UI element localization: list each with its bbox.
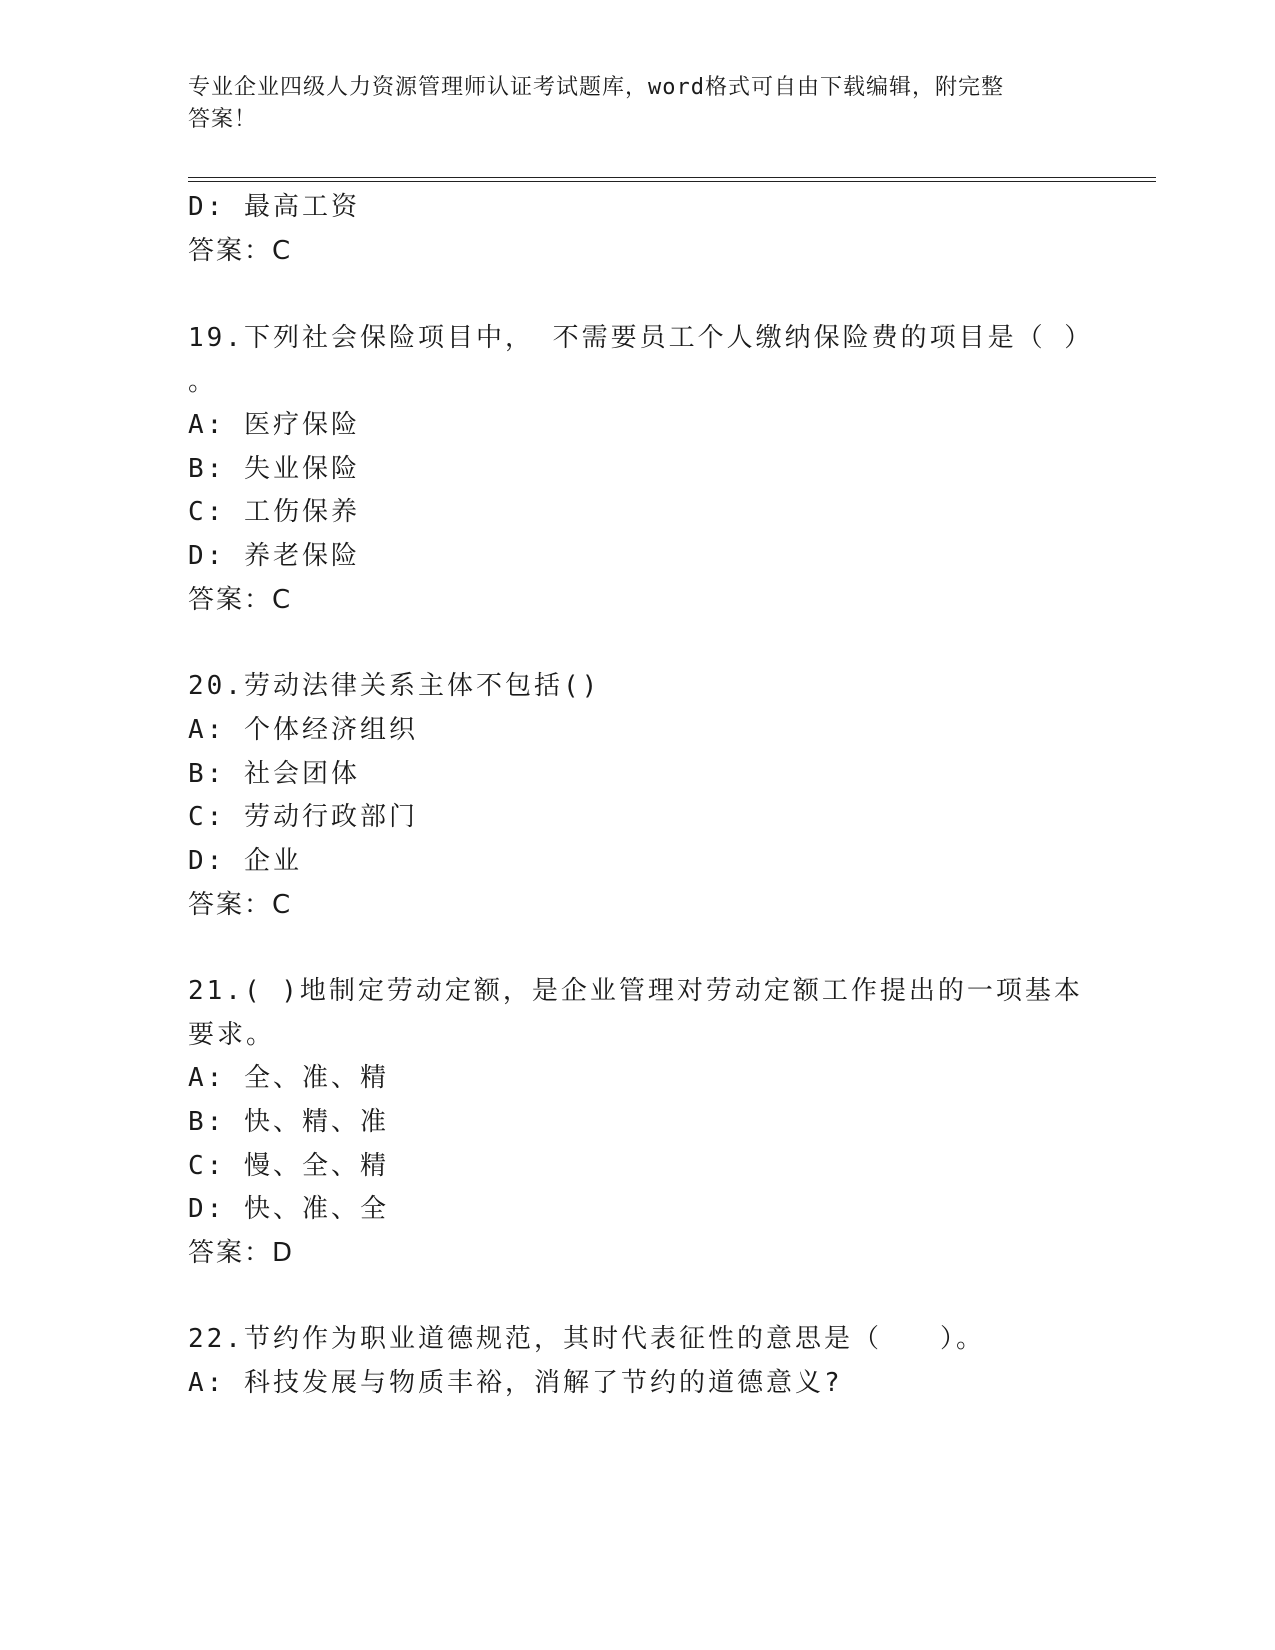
header-line-2: 答案！ — [188, 107, 258, 132]
q20-option-d: D: 企业 — [188, 846, 302, 876]
q22-stem: 22.节约作为职业道德规范，其时代表征性的意思是（ ）。 — [188, 1324, 985, 1354]
q19-option-d: D: 养老保险 — [188, 541, 360, 571]
q19-stem-line-2: 。 — [188, 367, 218, 397]
q21-option-d: D: 快、准、全 — [188, 1194, 389, 1224]
q19-option-c: C: 工伤保养 — [188, 497, 360, 527]
q19-option-a: A: 医疗保险 — [188, 410, 360, 440]
q21-option-c: C: 慢、全、精 — [188, 1151, 389, 1181]
q20-option-a: A: 个体经济组织 — [188, 715, 418, 745]
q21-option-a: A: 全、准、精 — [188, 1063, 389, 1093]
document-header — [188, 72, 1088, 136]
q20-option-c: C: 劳动行政部门 — [188, 802, 418, 832]
q21-answer: 答案：D — [188, 1238, 295, 1268]
q20-answer: 答案：C — [188, 890, 293, 920]
q21-option-b: B: 快、精、准 — [188, 1107, 389, 1137]
q20-stem: 20.劳动法律关系主体不包括() — [188, 671, 601, 701]
q18-answer: 答案：C — [188, 236, 293, 266]
header-line-1: 专业企业四级人力资源管理师认证考试题库，word格式可自由下载编辑，附完整 — [188, 75, 1004, 100]
q19-answer: 答案：C — [188, 585, 293, 615]
q21-stem-line-1: 21.( )地制定劳动定额，是企业管理对劳动定额工作提出的一项基本 — [188, 976, 1083, 1006]
q18-option-d: D: 最高工资 — [188, 192, 360, 222]
q19-option-b: B: 失业保险 — [188, 454, 360, 484]
q21-stem-line-2: 要求。 — [188, 1020, 276, 1050]
q19-stem-line-1: 19.下列社会保险项目中， 不需要员工个人缴纳保险费的项目是（ ） — [188, 323, 1094, 353]
q22-option-a: A: 科技发展与物质丰裕，消解了节约的道德意义? — [188, 1368, 843, 1398]
header-divider-top — [188, 177, 1156, 178]
header-divider-bottom — [188, 181, 1156, 182]
q20-option-b: B: 社会团体 — [188, 759, 360, 789]
